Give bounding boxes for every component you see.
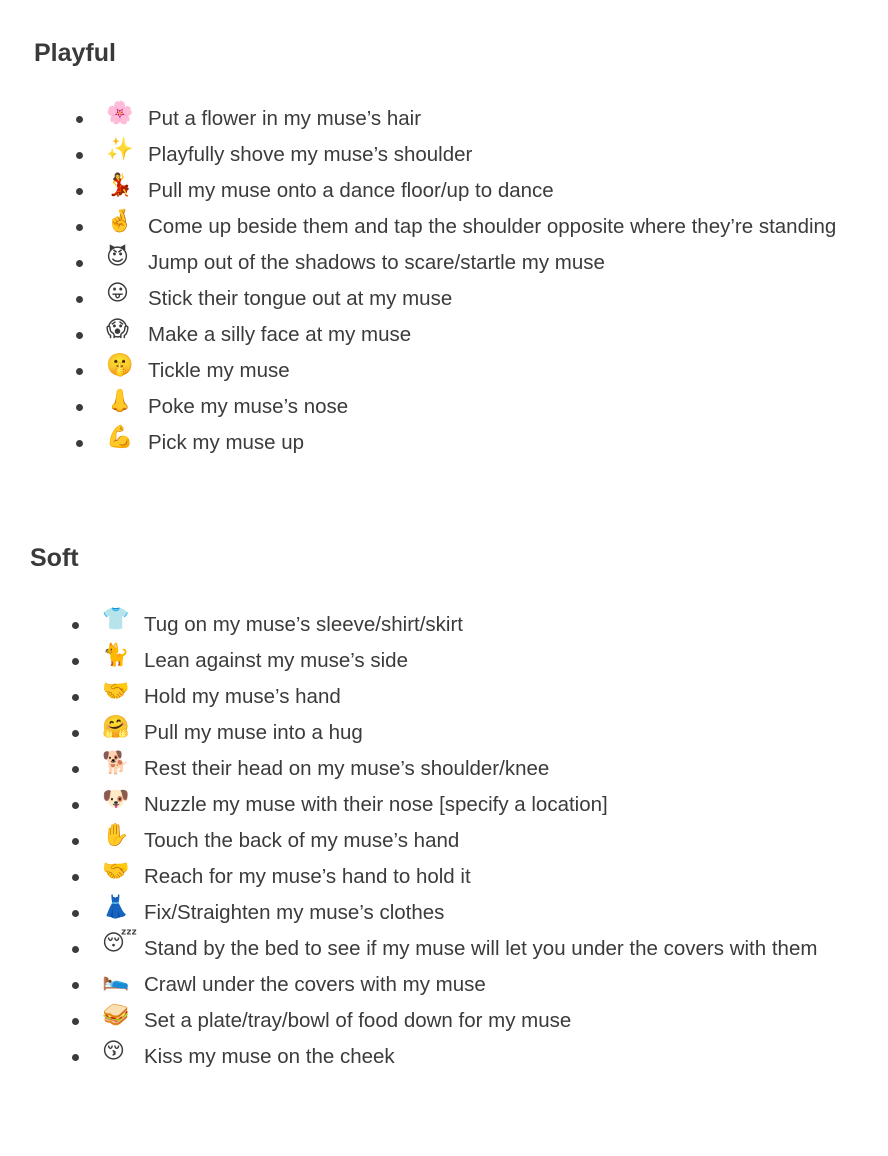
bullet-icon bbox=[72, 1054, 79, 1061]
list-item bbox=[106, 245, 846, 281]
list-item bbox=[102, 823, 842, 859]
bullet-icon bbox=[72, 1018, 79, 1025]
item-text: Fix/Straighten my muse’s clothes bbox=[144, 901, 445, 924]
list-item bbox=[102, 1003, 842, 1039]
item-list bbox=[106, 101, 846, 461]
cat-icon: 🐈 bbox=[102, 643, 130, 668]
list-item bbox=[106, 425, 846, 461]
list-item bbox=[106, 209, 846, 245]
handshake-icon: 🤝 bbox=[102, 859, 130, 884]
bullet-icon bbox=[72, 622, 79, 629]
item-text: Poke my muse’s nose bbox=[148, 395, 349, 418]
list-item bbox=[102, 787, 842, 823]
dog-face-icon: 🐶 bbox=[102, 787, 130, 812]
item-text: Nuzzle my muse with their nose [specify a location] bbox=[144, 793, 608, 816]
item-text: Stick their tongue out at my muse bbox=[148, 287, 453, 310]
item-text: Jump out of the shadows to scare/startle my muse bbox=[148, 251, 605, 274]
bullet-icon bbox=[76, 260, 83, 267]
bullet-icon bbox=[72, 802, 79, 809]
bullet-icon bbox=[72, 766, 79, 773]
bullet-icon bbox=[72, 694, 79, 701]
bullet-icon bbox=[76, 404, 83, 411]
list-item bbox=[106, 173, 846, 209]
item-text: Tickle my muse bbox=[148, 359, 290, 382]
dog-icon: 🐕 bbox=[102, 751, 130, 776]
flexed-biceps-icon: 💪 bbox=[106, 425, 134, 450]
bullet-icon bbox=[72, 946, 79, 953]
item-text: Tug on my muse’s sleeve/shirt/skirt bbox=[144, 613, 463, 636]
kissing-face-icon: 😚 bbox=[102, 1039, 125, 1064]
list-item bbox=[102, 643, 842, 679]
list-item bbox=[102, 751, 842, 787]
item-text: Pull my muse into a hug bbox=[144, 721, 363, 744]
list-item bbox=[102, 715, 842, 751]
tongue-out-face-icon: 😛 bbox=[106, 281, 129, 306]
bullet-icon bbox=[76, 188, 83, 195]
list-item bbox=[102, 607, 842, 643]
shushing-face-icon: 🤫 bbox=[106, 353, 134, 378]
list-item bbox=[102, 1039, 842, 1075]
list-item bbox=[102, 679, 842, 715]
bullet-icon bbox=[72, 730, 79, 737]
item-text: Set a plate/tray/bowl of food down for my muse bbox=[144, 1009, 572, 1032]
sleeping-face-icon: 😴 bbox=[102, 931, 138, 956]
person-in-bed-icon: 🛌 bbox=[102, 967, 130, 992]
item-text: Pick my muse up bbox=[148, 431, 305, 454]
dancer-icon: 💃 bbox=[106, 173, 134, 198]
bullet-icon bbox=[76, 368, 83, 375]
dress-icon: 👗 bbox=[102, 895, 130, 920]
smiling-devil-icon: 😈 bbox=[106, 245, 129, 270]
list-item bbox=[102, 967, 842, 1003]
item-text: Touch the back of my muse’s hand bbox=[144, 829, 460, 852]
cherry-blossom-icon: 🌸 bbox=[106, 101, 134, 126]
screaming-face-icon: 😱 bbox=[106, 317, 129, 342]
item-text: Crawl under the covers with my muse bbox=[144, 973, 486, 996]
list-item bbox=[106, 101, 846, 137]
bullet-icon bbox=[76, 440, 83, 447]
crossed-fingers-icon: 🤞 bbox=[106, 209, 134, 234]
list-item bbox=[106, 137, 846, 173]
bullet-icon bbox=[72, 658, 79, 665]
section-heading: Soft bbox=[30, 544, 79, 572]
item-text: Lean against my muse’s side bbox=[144, 649, 408, 672]
list-item bbox=[102, 895, 842, 931]
item-text: Rest their head on my muse’s shoulder/knee bbox=[144, 757, 550, 780]
bullet-icon bbox=[76, 332, 83, 339]
bullet-icon bbox=[76, 296, 83, 303]
sandwich-icon: 🥪 bbox=[102, 1003, 130, 1028]
item-text: Hold my muse’s hand bbox=[144, 685, 341, 708]
handshake-icon: 🤝 bbox=[102, 679, 130, 704]
item-text: Come up beside them and tap the shoulder opposite where they’re standing bbox=[148, 215, 837, 238]
item-text: Make a silly face at my muse bbox=[148, 323, 412, 346]
hugging-face-icon: 🤗 bbox=[102, 715, 130, 740]
item-text: Reach for my muse’s hand to hold it bbox=[144, 865, 471, 888]
bullet-icon bbox=[72, 910, 79, 917]
bullet-icon bbox=[76, 152, 83, 159]
nose-icon: 👃 bbox=[106, 389, 134, 414]
item-text: Kiss my muse on the cheek bbox=[144, 1045, 395, 1068]
item-list bbox=[102, 607, 842, 1075]
list-item bbox=[106, 389, 846, 425]
section-heading: Playful bbox=[34, 39, 116, 67]
bullet-icon bbox=[76, 224, 83, 231]
list-item bbox=[106, 353, 846, 389]
list-item bbox=[102, 931, 842, 967]
bullet-icon bbox=[72, 838, 79, 845]
bullet-icon bbox=[72, 982, 79, 989]
raised-hand-icon: ✋ bbox=[102, 823, 130, 848]
item-text: Stand by the bed to see if my muse will let you under the covers with them bbox=[144, 937, 818, 960]
sparkles-icon: ✨ bbox=[106, 137, 134, 162]
item-text: Pull my muse onto a dance floor/up to dance bbox=[148, 179, 554, 202]
t-shirt-icon: 👕 bbox=[102, 607, 130, 632]
bullet-icon bbox=[72, 874, 79, 881]
list-item bbox=[102, 859, 842, 895]
bullet-icon bbox=[76, 116, 83, 123]
list-item bbox=[106, 317, 846, 353]
list-item bbox=[106, 281, 846, 317]
item-text: Playfully shove my muse’s shoulder bbox=[148, 143, 473, 166]
item-text: Put a flower in my muse’s hair bbox=[148, 107, 422, 130]
